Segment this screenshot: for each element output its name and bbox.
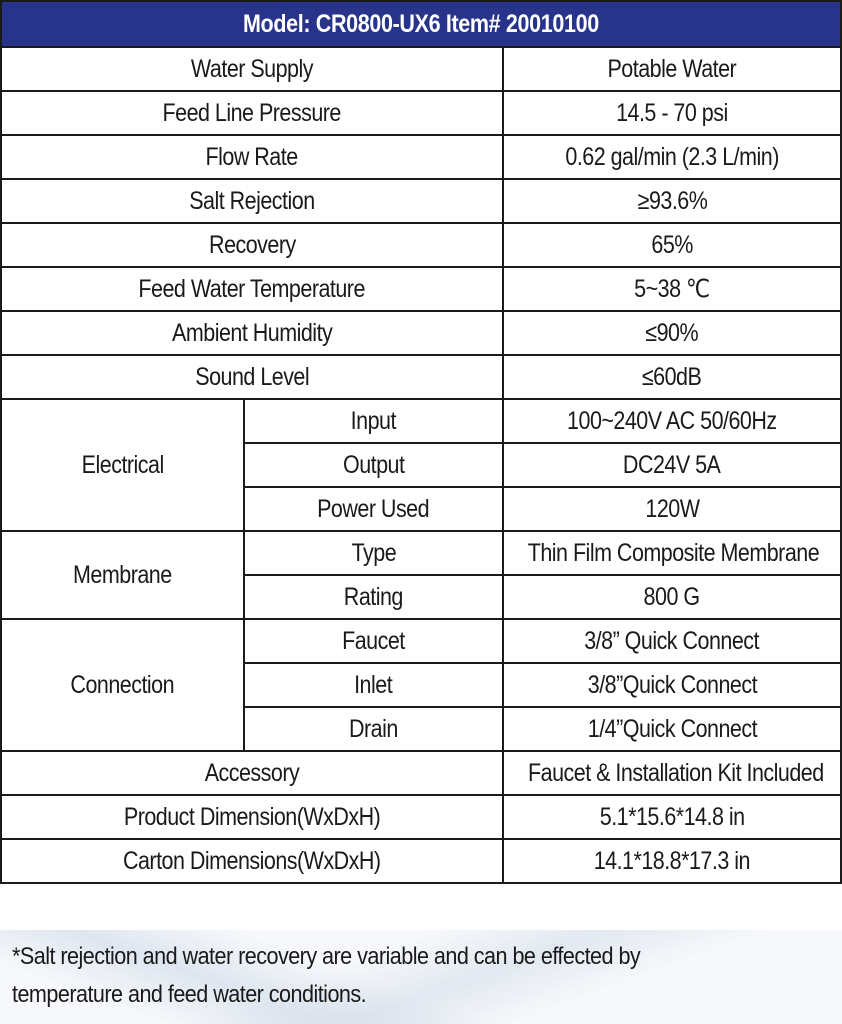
row-value: Thin Film Composite Membrane — [503, 531, 841, 575]
row-value: ≤90% — [503, 311, 841, 355]
row-sublabel: Rating — [244, 575, 503, 619]
table-row — [1, 267, 841, 311]
row-value: DC24V 5A — [503, 443, 841, 487]
footnote — [12, 938, 812, 1014]
group-label-electrical: Electrical — [1, 399, 244, 531]
table-row — [1, 795, 841, 839]
table-row — [1, 751, 841, 795]
row-value: Potable Water — [503, 47, 841, 91]
row-sublabel: Input — [244, 399, 503, 443]
row-label: Salt Rejection — [1, 179, 503, 223]
table-row — [1, 839, 841, 883]
row-value: ≤60dB — [503, 355, 841, 399]
footnote-line-1: *Salt rejection and water recovery are variable and can be effected by — [12, 943, 641, 970]
table-row — [1, 531, 841, 575]
table-row — [1, 179, 841, 223]
row-label: Feed Line Pressure — [1, 91, 503, 135]
row-label: Sound Level — [1, 355, 503, 399]
row-sublabel: Inlet — [244, 663, 503, 707]
row-sublabel: Type — [244, 531, 503, 575]
row-label: Carton Dimensions(WxDxH) — [1, 839, 503, 883]
footnote-line-2: temperature and feed water conditions. — [12, 981, 367, 1008]
row-value: 120W — [503, 487, 841, 531]
table-row — [1, 619, 841, 663]
row-sublabel: Power Used — [244, 487, 503, 531]
row-sublabel: Faucet — [244, 619, 503, 663]
table-row — [1, 47, 841, 91]
row-value: Faucet & Installation Kit Included — [503, 751, 841, 795]
row-value: 5~38 ℃ — [503, 267, 841, 311]
row-value: 14.1*18.8*17.3 in — [503, 839, 841, 883]
row-value: ≥93.6% — [503, 179, 841, 223]
table-row — [1, 91, 841, 135]
row-label: Ambient Humidity — [1, 311, 503, 355]
row-value: 1/4”Quick Connect — [503, 707, 841, 751]
row-label: Water Supply — [1, 47, 503, 91]
table-row — [1, 355, 841, 399]
table-row — [1, 135, 841, 179]
row-label: Product Dimension(WxDxH) — [1, 795, 503, 839]
row-value: 0.62 gal/min (2.3 L/min) — [503, 135, 841, 179]
row-value: 3/8”Quick Connect — [503, 663, 841, 707]
row-label: Flow Rate — [1, 135, 503, 179]
group-label-membrane: Membrane — [1, 531, 244, 619]
row-value: 14.5 - 70 psi — [503, 91, 841, 135]
row-value: 800 G — [503, 575, 841, 619]
row-value: 100~240V AC 50/60Hz — [503, 399, 841, 443]
table-row — [1, 223, 841, 267]
row-label: Feed Water Temperature — [1, 267, 503, 311]
title-row — [1, 1, 841, 47]
table-row — [1, 399, 841, 443]
model-title: Model: CR0800-UX6 Item# 20010100 — [1, 1, 841, 47]
row-value: 3/8” Quick Connect — [503, 619, 841, 663]
row-label: Recovery — [1, 223, 503, 267]
row-label: Accessory — [1, 751, 503, 795]
row-value: 65% — [503, 223, 841, 267]
row-value: 5.1*15.6*14.8 in — [503, 795, 841, 839]
row-sublabel: Output — [244, 443, 503, 487]
group-label-connection: Connection — [1, 619, 244, 751]
table-row — [1, 311, 841, 355]
row-sublabel: Drain — [244, 707, 503, 751]
